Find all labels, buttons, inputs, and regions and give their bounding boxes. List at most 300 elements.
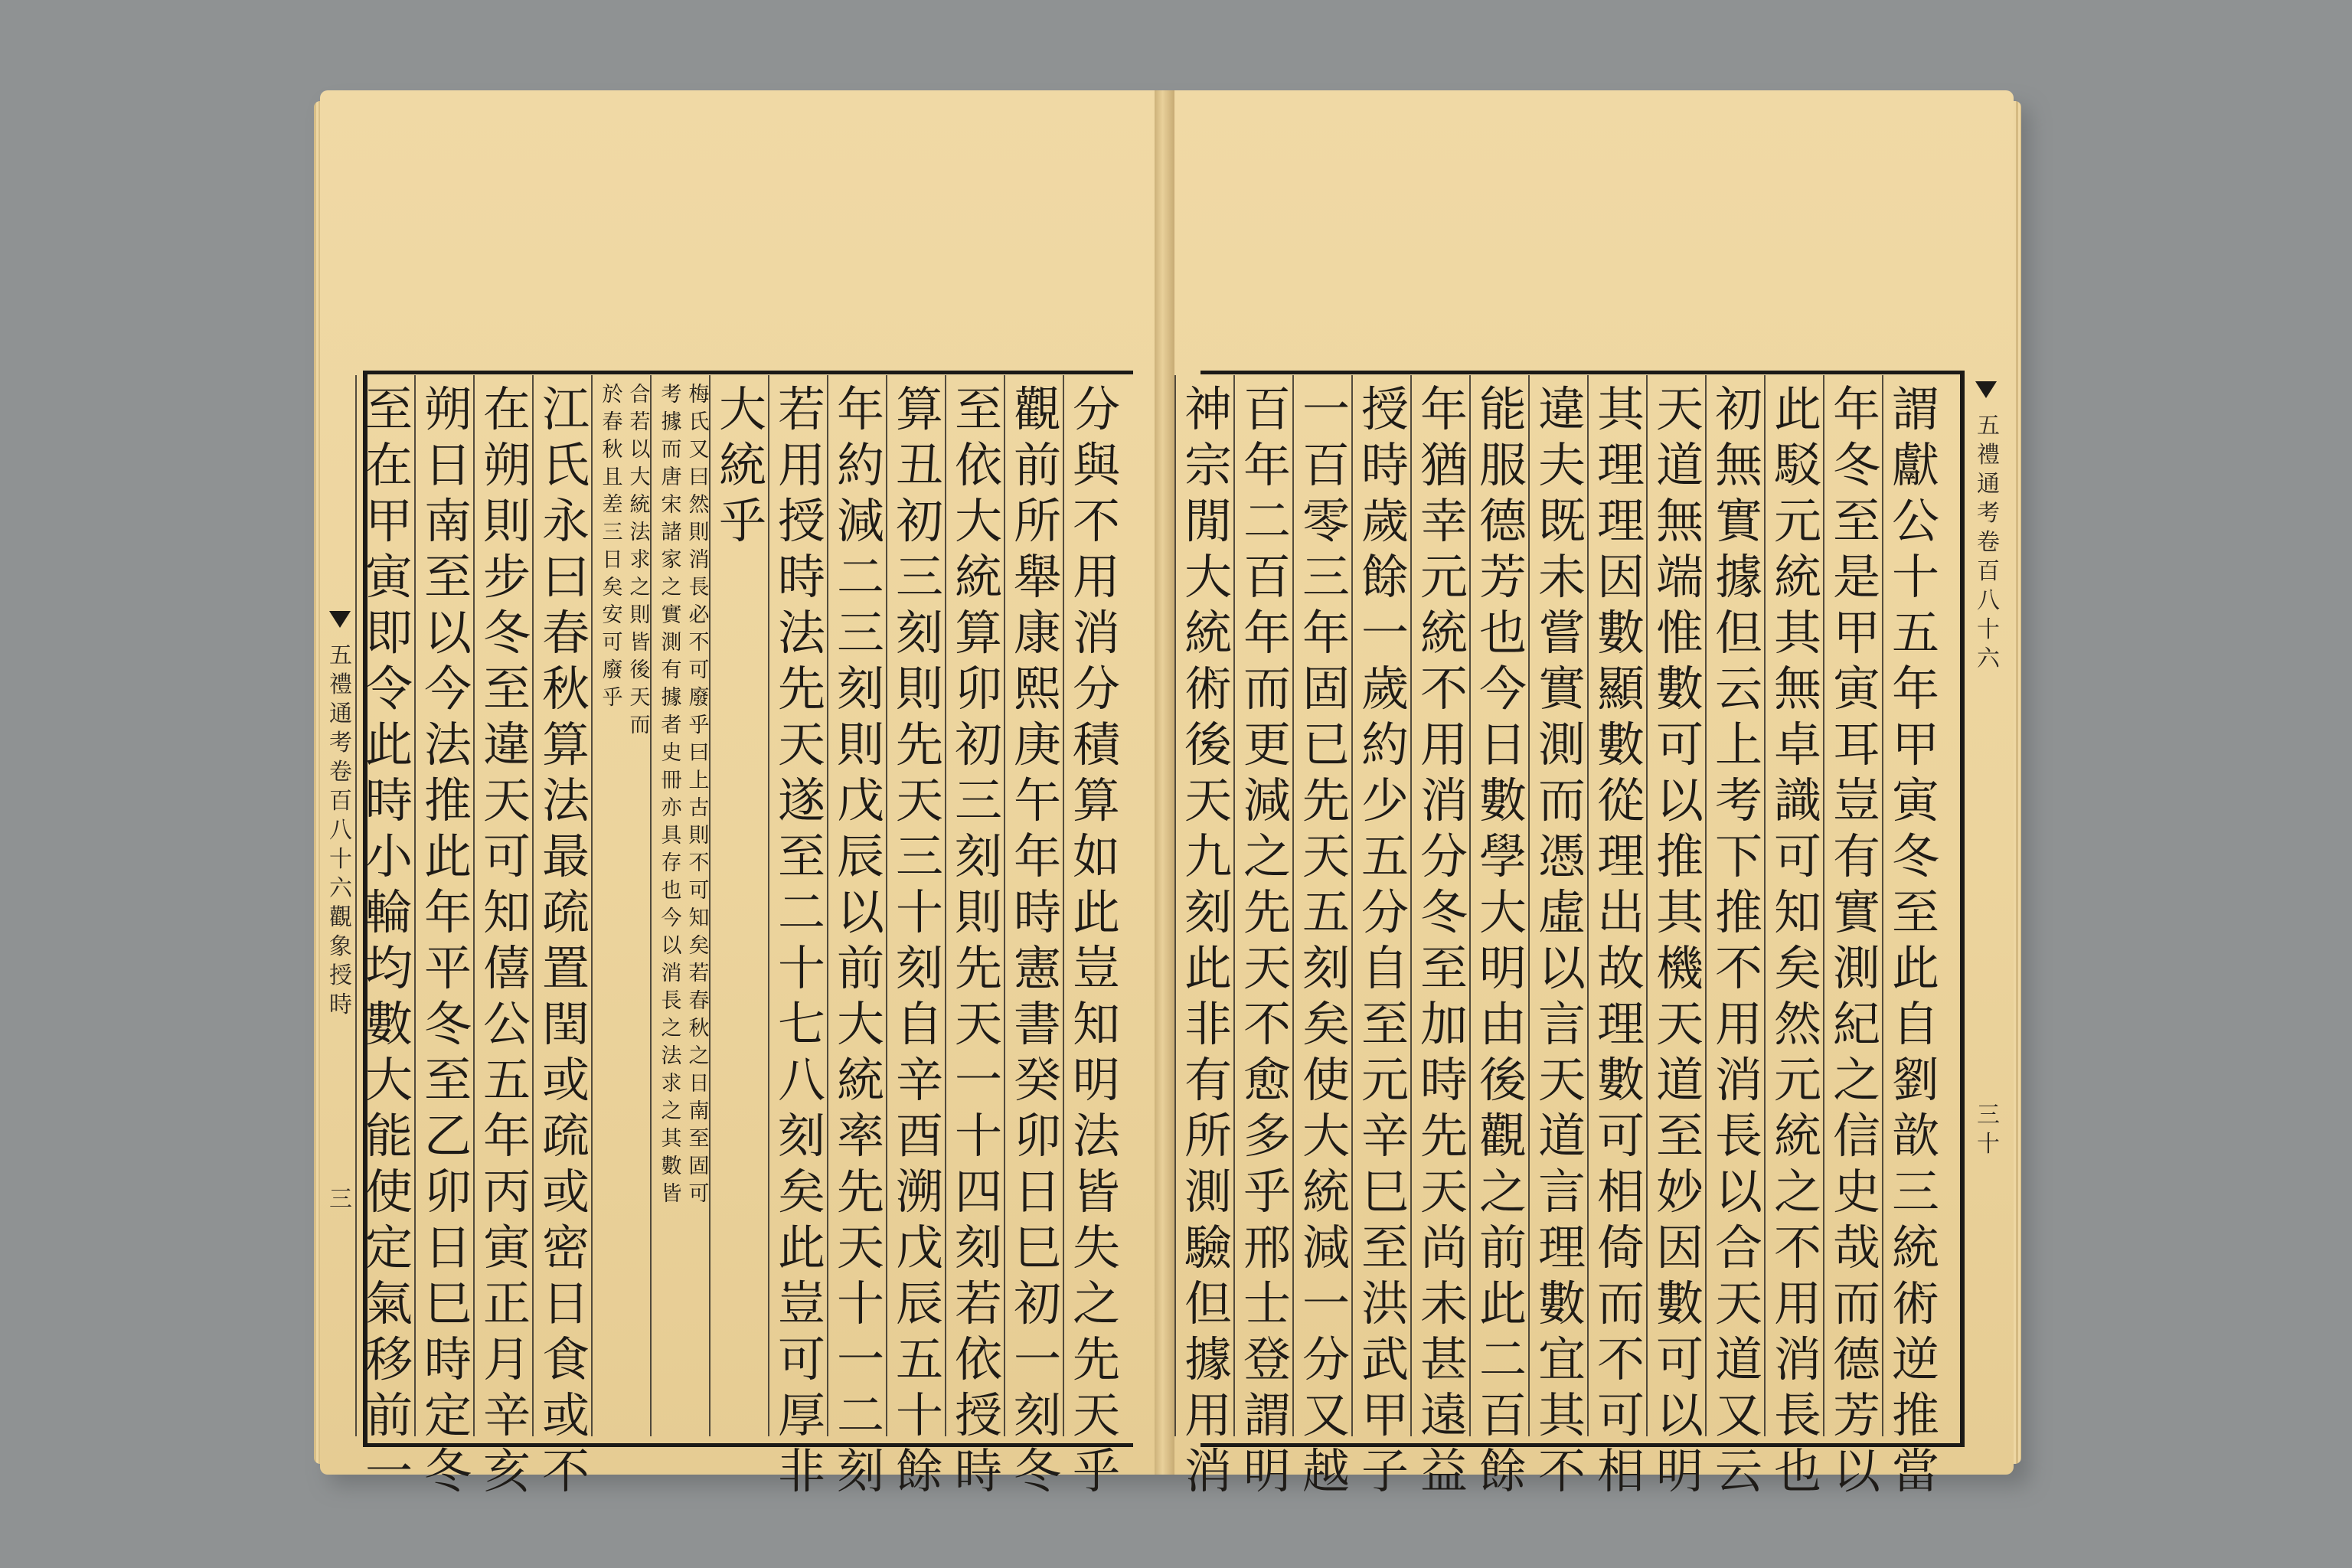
glyph: 九 bbox=[1184, 828, 1232, 884]
glyph: 無 bbox=[1655, 493, 1704, 549]
glyph: 後 bbox=[1184, 717, 1232, 773]
glyph: 多 bbox=[1243, 1108, 1291, 1164]
glyph: 用 bbox=[1184, 1387, 1232, 1443]
glyph: 觀 bbox=[1478, 1108, 1527, 1164]
glyph: 辰 bbox=[836, 828, 884, 884]
glyph: 數 bbox=[364, 996, 413, 1052]
glyph: 此 bbox=[1891, 940, 1939, 996]
glyph: 大 bbox=[836, 996, 884, 1052]
glyph: 據 bbox=[661, 410, 682, 434]
glyph: 最 bbox=[541, 828, 590, 884]
glyph: 可 bbox=[1596, 1387, 1645, 1443]
glyph: 不 bbox=[1596, 1331, 1645, 1387]
right-text-column bbox=[1474, 381, 1532, 1499]
glyph: 冬 bbox=[1832, 437, 1880, 493]
glyph: 法 bbox=[1072, 1108, 1120, 1164]
glyph: 之 bbox=[688, 1044, 710, 1068]
glyph: 幸 bbox=[1419, 493, 1468, 549]
glyph: 公 bbox=[482, 996, 531, 1052]
glyph: 倚 bbox=[1596, 1220, 1645, 1276]
glyph: 先 bbox=[895, 717, 943, 773]
glyph: 閏 bbox=[541, 996, 590, 1052]
glyph: 至 bbox=[1832, 493, 1880, 549]
glyph: 均 bbox=[364, 940, 413, 996]
glyph: 未 bbox=[1537, 549, 1586, 605]
glyph: 天 bbox=[954, 996, 1002, 1052]
glyph: 年 bbox=[1243, 437, 1291, 493]
glyph: 違 bbox=[1537, 381, 1586, 437]
glyph: 實 bbox=[1714, 493, 1762, 549]
glyph: 至 bbox=[1361, 1220, 1409, 1276]
glyph: 但 bbox=[1714, 605, 1762, 661]
glyph: 厚 bbox=[777, 1387, 825, 1443]
glyph: 寅 bbox=[1891, 773, 1939, 828]
glyph: 天 bbox=[1243, 940, 1291, 996]
glyph: 至 bbox=[482, 661, 531, 717]
glyph: 士 bbox=[1243, 1276, 1291, 1331]
glyph: 至 bbox=[954, 381, 1002, 437]
glyph: 夫 bbox=[1537, 437, 1586, 493]
glyph: 登 bbox=[1243, 1331, 1291, 1387]
glyph: 時 bbox=[423, 1331, 472, 1387]
glyph: 公 bbox=[1891, 493, 1939, 549]
right-margin-title bbox=[1974, 412, 2003, 674]
glyph: 庚 bbox=[1013, 717, 1061, 773]
glyph: 之 bbox=[1832, 1052, 1880, 1108]
glyph: 象 bbox=[329, 933, 352, 960]
glyph: 年 bbox=[1302, 605, 1350, 661]
glyph: 三 bbox=[602, 521, 623, 544]
glyph: 所 bbox=[1184, 1108, 1232, 1164]
glyph: 八 bbox=[777, 1052, 825, 1108]
glyph: 宗 bbox=[1184, 437, 1232, 493]
glyph: 歲 bbox=[1361, 661, 1409, 717]
glyph: 廢 bbox=[602, 658, 623, 682]
glyph: 辛 bbox=[895, 1052, 943, 1108]
glyph: 在 bbox=[364, 437, 413, 493]
glyph: 授 bbox=[1361, 381, 1409, 437]
glyph: 至 bbox=[777, 828, 825, 884]
glyph: 無 bbox=[1773, 661, 1821, 717]
right-text-column bbox=[1769, 381, 1827, 1499]
glyph: 理 bbox=[1596, 828, 1645, 884]
glyph: 也 bbox=[1773, 1443, 1821, 1499]
glyph: 十 bbox=[954, 1108, 1002, 1164]
glyph: 史 bbox=[661, 741, 682, 765]
glyph: 刻 bbox=[836, 661, 884, 717]
glyph: 不 bbox=[541, 1443, 590, 1499]
glyph: 初 bbox=[954, 717, 1002, 773]
glyph: 可 bbox=[777, 1331, 825, 1387]
glyph: 天 bbox=[1184, 773, 1232, 828]
glyph: 考 bbox=[1977, 500, 2000, 527]
glyph: 若 bbox=[777, 381, 825, 437]
glyph: 禮 bbox=[329, 671, 352, 698]
glyph: 冬 bbox=[1891, 828, 1939, 884]
glyph: 法 bbox=[541, 773, 590, 828]
glyph: 數 bbox=[1596, 717, 1645, 773]
glyph: 考 bbox=[661, 383, 682, 407]
glyph: 八 bbox=[329, 817, 352, 844]
glyph: 步 bbox=[482, 549, 531, 605]
right-text-column bbox=[1651, 381, 1709, 1499]
glyph: 自 bbox=[1891, 996, 1939, 1052]
glyph: 用 bbox=[1072, 549, 1120, 605]
glyph: 天 bbox=[777, 717, 825, 773]
glyph: 實 bbox=[1537, 661, 1586, 717]
glyph: 之 bbox=[1478, 1164, 1527, 1220]
glyph: 二 bbox=[836, 549, 884, 605]
glyph: 乎 bbox=[688, 714, 710, 737]
glyph: 前 bbox=[1013, 437, 1061, 493]
glyph: 觀 bbox=[1013, 381, 1061, 437]
glyph: 據 bbox=[1184, 1331, 1232, 1387]
glyph: 移 bbox=[364, 1331, 413, 1387]
glyph: 年 bbox=[1013, 828, 1061, 884]
glyph: 前 bbox=[1478, 1220, 1527, 1276]
glyph: 子 bbox=[1361, 1443, 1409, 1499]
glyph: 可 bbox=[1773, 828, 1821, 884]
glyph: 自 bbox=[895, 996, 943, 1052]
glyph: 考 bbox=[1714, 773, 1762, 828]
glyph: 之 bbox=[661, 1099, 682, 1123]
glyph: 此 bbox=[1184, 940, 1232, 996]
left-text-column bbox=[1067, 381, 1125, 1499]
glyph: 服 bbox=[1478, 437, 1527, 493]
glyph: 春 bbox=[602, 410, 623, 434]
glyph: 通 bbox=[329, 701, 352, 727]
glyph: 密 bbox=[541, 1220, 590, 1276]
glyph: 皆 bbox=[661, 1182, 682, 1206]
glyph: 之 bbox=[1072, 1276, 1120, 1331]
left-annotation-subcolumn bbox=[599, 381, 626, 1438]
glyph: 更 bbox=[1243, 717, 1291, 773]
glyph: 天 bbox=[836, 1220, 884, 1276]
glyph: 與 bbox=[1072, 437, 1120, 493]
glyph: 刻 bbox=[1013, 1387, 1061, 1443]
glyph: 元 bbox=[1773, 1052, 1821, 1108]
glyph: 日 bbox=[602, 548, 623, 572]
glyph: 若 bbox=[629, 410, 651, 434]
glyph: 其 bbox=[661, 1127, 682, 1151]
glyph: 能 bbox=[364, 1108, 413, 1164]
glyph: 皆 bbox=[1072, 1164, 1120, 1220]
glyph: 三 bbox=[1891, 1164, 1939, 1220]
glyph: 明 bbox=[1478, 940, 1527, 996]
glyph: 疏 bbox=[541, 884, 590, 940]
glyph: 餘 bbox=[1361, 549, 1409, 605]
glyph: 刻 bbox=[836, 1443, 884, 1499]
glyph: 遂 bbox=[777, 773, 825, 828]
left-fishtail-mark bbox=[329, 611, 351, 628]
glyph: 神 bbox=[1184, 381, 1232, 437]
glyph: 存 bbox=[661, 851, 682, 875]
glyph: 不 bbox=[1072, 493, 1120, 549]
glyph: 一 bbox=[1361, 605, 1409, 661]
glyph: 五 bbox=[1891, 605, 1939, 661]
glyph: 後 bbox=[629, 658, 651, 682]
glyph: 禮 bbox=[1977, 442, 2000, 469]
glyph: 一 bbox=[954, 1052, 1002, 1108]
right-text-column bbox=[1179, 381, 1237, 1499]
glyph: 有 bbox=[1184, 1052, 1232, 1108]
glyph: 置 bbox=[541, 940, 590, 996]
glyph: 三 bbox=[836, 605, 884, 661]
glyph: 理 bbox=[1537, 1220, 1586, 1276]
glyph: 理 bbox=[1596, 493, 1645, 549]
glyph: 巳 bbox=[423, 1276, 472, 1331]
glyph: 也 bbox=[661, 879, 682, 903]
glyph: 測 bbox=[1832, 940, 1880, 996]
glyph: 時 bbox=[1361, 437, 1409, 493]
glyph: 五 bbox=[1302, 884, 1350, 940]
glyph: 相 bbox=[1596, 1443, 1645, 1499]
glyph: 閒 bbox=[1184, 493, 1232, 549]
glyph: 統 bbox=[629, 493, 651, 517]
glyph: 此 bbox=[1072, 884, 1120, 940]
glyph: 減 bbox=[1302, 1220, 1350, 1276]
glyph: 道 bbox=[1655, 1052, 1704, 1108]
glyph: 通 bbox=[1977, 471, 2000, 498]
glyph: 十 bbox=[895, 884, 943, 940]
book-gutter bbox=[1155, 90, 1174, 1475]
glyph: 明 bbox=[1243, 1443, 1291, 1499]
glyph: 或 bbox=[541, 1387, 590, 1443]
glyph: 可 bbox=[602, 631, 623, 655]
glyph: 率 bbox=[836, 1108, 884, 1164]
glyph: 芳 bbox=[1478, 549, 1527, 605]
glyph: 乎 bbox=[602, 686, 623, 710]
glyph: 大 bbox=[1478, 884, 1527, 940]
glyph: 可 bbox=[1655, 717, 1704, 773]
glyph: 冬 bbox=[482, 605, 531, 661]
glyph: 刻 bbox=[895, 940, 943, 996]
glyph: 初 bbox=[895, 493, 943, 549]
glyph: 能 bbox=[1478, 381, 1527, 437]
glyph: 三 bbox=[895, 828, 943, 884]
glyph: 劉 bbox=[1891, 1052, 1939, 1108]
glyph: 朔 bbox=[482, 437, 531, 493]
glyph: 失 bbox=[1072, 1220, 1120, 1276]
glyph: 天 bbox=[629, 686, 651, 710]
glyph: 長 bbox=[1714, 1108, 1762, 1164]
glyph: 天 bbox=[1419, 1164, 1468, 1220]
glyph: 虛 bbox=[1537, 884, 1586, 940]
glyph: 五 bbox=[482, 1052, 531, 1108]
glyph: 之 bbox=[661, 1017, 682, 1040]
glyph: 前 bbox=[364, 1387, 413, 1443]
glyph: 也 bbox=[1478, 605, 1527, 661]
glyph: 越 bbox=[1302, 1443, 1350, 1499]
glyph: 之 bbox=[629, 576, 651, 599]
glyph: 憲 bbox=[1013, 940, 1061, 996]
glyph: 法 bbox=[661, 1044, 682, 1068]
glyph: 史 bbox=[1832, 1164, 1880, 1220]
open-book bbox=[320, 90, 2014, 1499]
glyph: 數 bbox=[1596, 1052, 1645, 1108]
left-text-column bbox=[360, 381, 418, 1499]
glyph: 在 bbox=[482, 381, 531, 437]
glyph: 丙 bbox=[482, 1164, 531, 1220]
glyph: 而 bbox=[1596, 1276, 1645, 1331]
glyph: 曰 bbox=[688, 466, 710, 489]
glyph: 元 bbox=[1773, 493, 1821, 549]
glyph: 若 bbox=[688, 962, 710, 985]
glyph: 者 bbox=[661, 714, 682, 737]
glyph: 正 bbox=[482, 1276, 531, 1331]
right-fishtail-mark bbox=[1975, 381, 1997, 398]
glyph: 則 bbox=[836, 717, 884, 773]
glyph: 理 bbox=[1596, 437, 1645, 493]
glyph: 春 bbox=[688, 989, 710, 1013]
glyph: 二 bbox=[777, 884, 825, 940]
glyph: 刻 bbox=[777, 1108, 825, 1164]
glyph: 冬 bbox=[423, 1443, 472, 1499]
glyph: 年 bbox=[1832, 381, 1880, 437]
glyph: 愈 bbox=[1243, 1052, 1291, 1108]
glyph: 術 bbox=[1184, 661, 1232, 717]
right-text-column bbox=[1297, 381, 1355, 1499]
glyph: 令 bbox=[364, 661, 413, 717]
glyph: 非 bbox=[777, 1443, 825, 1499]
glyph: 秋 bbox=[541, 661, 590, 717]
glyph: 此 bbox=[1478, 1276, 1527, 1331]
glyph: 而 bbox=[1243, 661, 1291, 717]
glyph: 上 bbox=[1714, 717, 1762, 773]
glyph: 不 bbox=[1537, 1443, 1586, 1499]
glyph: 刻 bbox=[1302, 940, 1350, 996]
glyph: 先 bbox=[1419, 1108, 1468, 1164]
left-annotation-column bbox=[655, 381, 716, 1438]
glyph: 百 bbox=[1243, 549, 1291, 605]
glyph: 一 bbox=[364, 1443, 413, 1499]
glyph: 至 bbox=[688, 1127, 710, 1151]
glyph: 理 bbox=[1596, 996, 1645, 1052]
glyph: 可 bbox=[1596, 1108, 1645, 1164]
glyph: 春 bbox=[541, 605, 590, 661]
glyph: 駁 bbox=[1773, 437, 1821, 493]
glyph: 耳 bbox=[1832, 717, 1880, 773]
glyph: 則 bbox=[629, 603, 651, 627]
glyph: 驗 bbox=[1184, 1220, 1232, 1276]
glyph: 初 bbox=[1013, 1276, 1061, 1331]
glyph: 亥 bbox=[482, 1443, 531, 1499]
glyph: 長 bbox=[688, 576, 710, 599]
glyph: 明 bbox=[1655, 1443, 1704, 1499]
right-margin-folio bbox=[1974, 1101, 2003, 1159]
glyph: 冬 bbox=[1419, 884, 1468, 940]
glyph: 冬 bbox=[1013, 1443, 1061, 1499]
glyph: 長 bbox=[661, 989, 682, 1013]
glyph: 出 bbox=[1596, 884, 1645, 940]
glyph: 之 bbox=[661, 576, 682, 599]
glyph: 八 bbox=[1977, 587, 2000, 614]
right-text-column bbox=[1356, 381, 1414, 1499]
glyph: 以 bbox=[1537, 940, 1586, 996]
glyph: 則 bbox=[895, 661, 943, 717]
glyph: 則 bbox=[688, 521, 710, 544]
glyph: 不 bbox=[1419, 661, 1468, 717]
glyph: 安 bbox=[602, 603, 623, 627]
left-annotation-subcolumn bbox=[686, 381, 712, 1438]
glyph: 用 bbox=[1419, 717, 1468, 773]
glyph: 識 bbox=[1773, 773, 1821, 828]
glyph: 授 bbox=[329, 962, 352, 989]
glyph: 於 bbox=[602, 383, 623, 407]
glyph: 統 bbox=[1184, 605, 1232, 661]
glyph: 用 bbox=[1714, 996, 1762, 1052]
glyph: 今 bbox=[423, 661, 472, 717]
glyph: 惟 bbox=[1655, 605, 1704, 661]
left-text-column bbox=[419, 381, 477, 1499]
glyph: 五 bbox=[1977, 413, 2000, 439]
glyph: 之 bbox=[1243, 828, 1291, 884]
glyph: 十 bbox=[1977, 616, 2000, 643]
glyph: 戊 bbox=[895, 1220, 943, 1276]
glyph: 實 bbox=[1832, 884, 1880, 940]
glyph: 其 bbox=[1655, 884, 1704, 940]
glyph: 時 bbox=[329, 991, 352, 1018]
glyph: 云 bbox=[1714, 1443, 1762, 1499]
glyph: 至 bbox=[423, 549, 472, 605]
glyph: 實 bbox=[661, 603, 682, 627]
glyph: 紀 bbox=[1832, 996, 1880, 1052]
glyph: 測 bbox=[1184, 1164, 1232, 1220]
glyph: 卯 bbox=[954, 661, 1002, 717]
right-text-column bbox=[1592, 381, 1650, 1499]
glyph: 消 bbox=[688, 548, 710, 572]
glyph: 甲 bbox=[1361, 1387, 1409, 1443]
glyph: 百 bbox=[329, 788, 352, 815]
glyph: 永 bbox=[541, 493, 590, 549]
glyph: 二 bbox=[1243, 493, 1291, 549]
glyph: 測 bbox=[1537, 717, 1586, 773]
glyph: 三 bbox=[1302, 549, 1350, 605]
glyph: 加 bbox=[1419, 996, 1468, 1052]
glyph: 熙 bbox=[1013, 661, 1061, 717]
left-margin-title bbox=[326, 642, 355, 1020]
glyph: 十 bbox=[329, 846, 352, 873]
glyph: 天 bbox=[482, 773, 531, 828]
glyph: 豈 bbox=[1072, 940, 1120, 996]
glyph: 宜 bbox=[1537, 1331, 1586, 1387]
glyph: 秋 bbox=[688, 1017, 710, 1040]
glyph: 求 bbox=[661, 1072, 682, 1096]
glyph: 今 bbox=[1478, 661, 1527, 717]
glyph: 五 bbox=[1361, 828, 1409, 884]
glyph: 然 bbox=[688, 493, 710, 517]
glyph: 又 bbox=[688, 438, 710, 462]
glyph: 然 bbox=[1773, 996, 1821, 1052]
glyph: 初 bbox=[1714, 381, 1762, 437]
glyph: 先 bbox=[1072, 1331, 1120, 1387]
glyph: 故 bbox=[1596, 940, 1645, 996]
glyph: 乎 bbox=[718, 493, 766, 549]
glyph: 可 bbox=[688, 658, 710, 682]
glyph: 數 bbox=[661, 1155, 682, 1178]
glyph: 卷 bbox=[329, 759, 352, 786]
glyph: 消 bbox=[661, 962, 682, 985]
glyph: 時 bbox=[777, 549, 825, 605]
glyph: 天 bbox=[1655, 381, 1704, 437]
glyph: 曰 bbox=[688, 741, 710, 765]
glyph: 秋 bbox=[602, 438, 623, 462]
glyph: 德 bbox=[1832, 1331, 1880, 1387]
glyph: 寅 bbox=[482, 1220, 531, 1276]
glyph: 妙 bbox=[1655, 1164, 1704, 1220]
glyph: 甚 bbox=[1419, 1331, 1468, 1387]
glyph: 至 bbox=[423, 1052, 472, 1108]
